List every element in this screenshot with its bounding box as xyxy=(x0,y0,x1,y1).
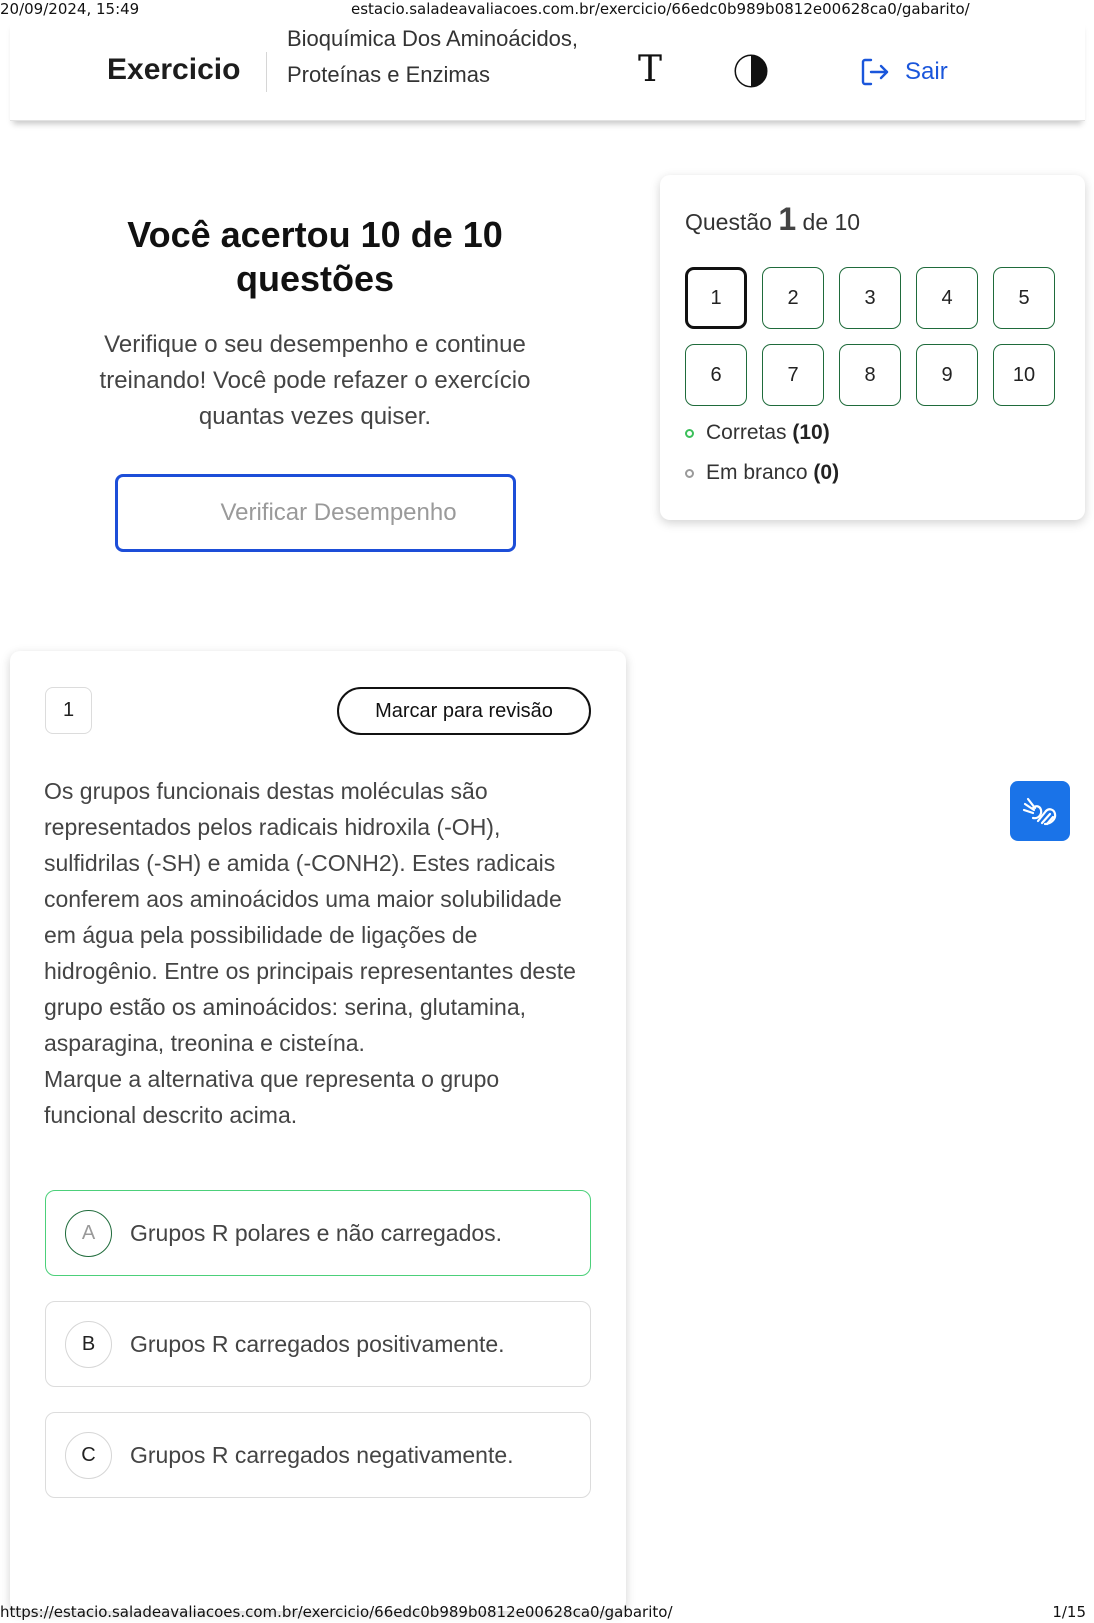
question-counter-current: 1 xyxy=(778,201,797,237)
print-footer-url: https://estacio.saladeavaliacoes.com.br/exercicio/66edc0b989b0812e00628ca0/gabarito/ xyxy=(0,1603,673,1621)
question-button-4[interactable]: 4 xyxy=(916,267,978,329)
question-counter xyxy=(685,201,860,238)
verify-performance-label: Verificar Desempenho xyxy=(220,499,457,526)
question-button-1[interactable]: 1 xyxy=(685,267,747,329)
option-b[interactable] xyxy=(45,1301,591,1387)
question-button-10[interactable]: 10 xyxy=(993,344,1055,406)
brand-title: Exercicio xyxy=(107,53,241,86)
option-c[interactable] xyxy=(45,1412,591,1498)
result-subtitle: Verifique o seu desempenho e continue treinando! Você pode refazer o exercício quantas vezes quiser. xyxy=(99,331,531,430)
legend-blank xyxy=(685,461,839,485)
legend-blank-label: Em branco xyxy=(706,461,808,484)
question-button-3[interactable]: 3 xyxy=(839,267,901,329)
correct-dot-icon xyxy=(685,429,694,438)
logout-button[interactable] xyxy=(859,55,948,89)
question-number: 1 xyxy=(45,687,92,734)
font-size-icon: T xyxy=(637,49,662,90)
result-title: Você acertou 10 de 10 questões xyxy=(127,214,503,299)
question-statement: Os grupos funcionais destas moléculas são representados pelos radicais hidroxila (-OH), sulfidrilas (-SH) e amida (-CONH2). Estes radicais conferem aos aminoácidos uma maior solubilidade em água pela possibilidade de ligações de hidrogênio. Entre os principais representantes deste grupo estão os aminoácidos: serina, glutamina, asparagina, treonina e cisteína. xyxy=(44,778,576,1056)
course-title: Bioquímica Dos Aminoácidos, Proteínas e Enzimas xyxy=(287,26,579,87)
contrast-button[interactable] xyxy=(733,53,769,89)
option-a[interactable] xyxy=(45,1190,591,1276)
mark-for-review-label: Marcar para revisão xyxy=(375,699,553,722)
legend-correct-label: Corretas xyxy=(706,421,787,444)
verify-performance-button[interactable] xyxy=(115,474,516,552)
question-button-2[interactable]: 2 xyxy=(762,267,824,329)
question-prompt: Marque a alternativa que representa o grupo funcional descrito acima. xyxy=(44,1066,500,1128)
print-header xyxy=(0,0,1094,20)
option-a-text: Grupos R polares e não carregados. xyxy=(130,1219,503,1246)
logout-icon xyxy=(859,56,891,88)
question-counter-suffix: de 10 xyxy=(802,209,861,235)
option-a-letter: A xyxy=(65,1210,112,1257)
option-b-text: Grupos R carregados positivamente. xyxy=(130,1330,505,1357)
question-grid xyxy=(685,267,1065,406)
question-button-7[interactable]: 7 xyxy=(762,344,824,406)
mark-for-review-button[interactable] xyxy=(337,687,591,735)
nav-divider xyxy=(266,52,267,92)
top-navbar xyxy=(10,20,1085,121)
question-navigator xyxy=(660,175,1085,520)
print-page-number: 1/15 xyxy=(1052,1603,1086,1621)
legend-correct-count: (10) xyxy=(792,421,830,444)
question-counter-prefix: Questão xyxy=(685,209,772,235)
contrast-icon xyxy=(733,53,769,89)
question-button-6[interactable]: 6 xyxy=(685,344,747,406)
question-button-9[interactable]: 9 xyxy=(916,344,978,406)
legend-correct xyxy=(685,421,830,445)
question-card xyxy=(10,651,626,1611)
print-datetime: 20/09/2024, 15:49 xyxy=(0,0,140,18)
font-size-button[interactable] xyxy=(632,50,668,90)
print-url: estacio.saladeavaliacoes.com.br/exercicio/66edc0b989b0812e00628ca0/gabarito/ xyxy=(351,0,970,18)
libras-hands-icon xyxy=(1020,791,1060,831)
question-button-5[interactable]: 5 xyxy=(993,267,1055,329)
option-c-letter: C xyxy=(65,1432,112,1479)
libras-accessibility-button[interactable] xyxy=(1010,781,1070,841)
print-footer xyxy=(0,1603,1094,1623)
legend-blank-count: (0) xyxy=(813,461,840,484)
logout-label: Sair xyxy=(905,58,948,85)
blank-dot-icon xyxy=(685,469,694,478)
option-b-letter: B xyxy=(65,1321,112,1368)
question-text xyxy=(44,773,594,1133)
question-button-8[interactable]: 8 xyxy=(839,344,901,406)
option-c-text: Grupos R carregados negativamente. xyxy=(130,1441,514,1468)
